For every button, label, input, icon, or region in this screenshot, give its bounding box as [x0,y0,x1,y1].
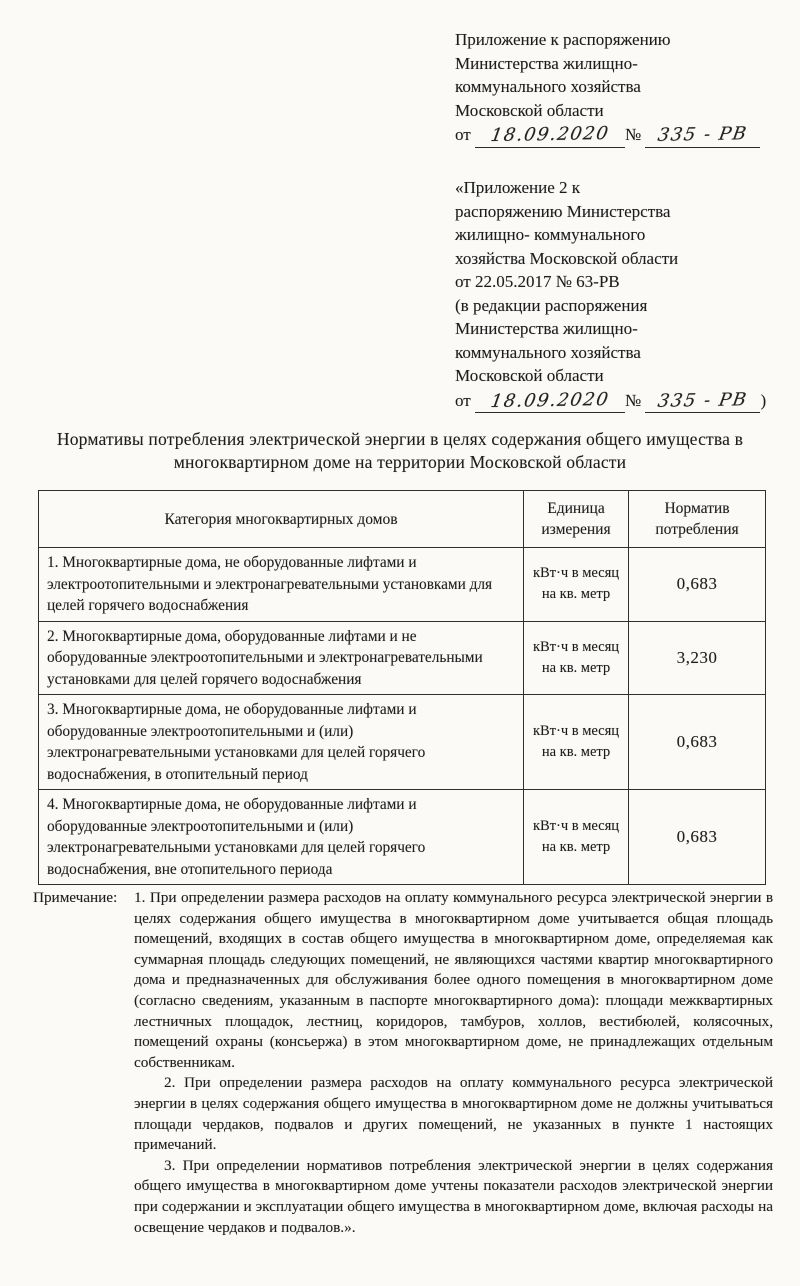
annex-reference-block-1 [455,28,790,148]
note-item-3: 3. При определении нормативов потребления электрической энергии в целях содержания общего имущества в многоквартирном доме учтены показатели расходов электрической энергии при содержании и эксплуатации общего имущества в многоквартирном доме, включая расходы на освещение чердаков и подвалов.». [134,1156,773,1236]
table-row [39,695,766,790]
annex2-line: Министерства жилищно- [455,319,638,338]
annex-reference-block-2 [455,176,790,413]
closing-paren: ) [760,390,767,410]
handwritten-number: 335 - РВ [656,123,750,146]
annex2-line: «Приложение 2 к [455,178,581,197]
notes-label: Примечание: [33,889,118,906]
row-value: 3,230 [629,621,766,695]
norms-table [38,490,766,885]
header-category: Категория многоквартирных домов [39,491,524,548]
row-category: 4. Многоквартирные дома, не оборудованные лифтами и оборудованные электроотопительными и (или) электронагревательными установками для целей горячего водоснабжения, вне отопительного периода [39,790,524,885]
notes-body [134,888,773,1238]
note-item-2: 2. При определении размера расходов на оплату коммунального ресурса электрической энергии в целях содержания общего имущества в многоквартирном доме не должны учитываться площади чердаков, подвалов и других помещений, не указанных в пункте 1 настоящих примечаний. [134,1074,773,1154]
table-row [39,548,766,622]
from-label: от [455,125,471,144]
handwritten-date-slot [475,123,625,148]
from-label: от [455,390,471,410]
notes-section [33,888,773,1238]
number-sign: № [624,390,642,410]
table-header-row [39,491,766,548]
header-unit: Единица измерения [524,491,629,548]
handwritten-number: 335 - РВ [656,388,750,412]
row-value: 0,683 [629,548,766,622]
row-value: 0,683 [629,695,766,790]
handwritten-number-slot [645,123,760,148]
annex2-line: хозяйства Московской области [455,248,679,268]
annex2-line: жилищно- коммунального [455,225,646,244]
note-item-1: 1. При определении размера расходов на оплату коммунального ресурса электрической энергии в целях содержания общего имущества в многоквартирном доме учитывается общая площадь помещений, входящих в состав общего имущества в многоквартирном доме, определяемая как суммарная площадь следующих помещений, не являющихся частями квартир многоквартирного дома и предназначенных для обслуживания более одного помещения в многоквартирном доме (согласно сведениям, указанным в паспорте многоквартирного дома): площади межквартирных лестничных площадок, лестниц, коридоров, тамбуров, холлов, вестибюлей, колясочных, помещений охраны (консьержа) в этом многоквартирном доме, не принадлежащих отдельным собственникам. [134,889,773,1071]
table-row [39,790,766,885]
number-sign: № [624,125,642,144]
annex2-date-number-line [455,389,790,414]
table-row [39,621,766,695]
row-category: 3. Многоквартирные дома, не оборудованные лифтами и оборудованные электроотопительными и (или) электронагревательными установками для целей горячего водоснабжения, в отопительный период [39,695,524,790]
annex1-date-number-line [455,123,790,148]
handwritten-number-slot [645,389,760,414]
annex2-line: коммунального хозяйства [455,342,641,362]
annex2-line: распоряжению Министерства [455,201,671,221]
annex2-line: от 22.05.2017 № 63-РВ [455,272,620,291]
annex2-line: Московской области [455,366,604,385]
annex1-line: Приложение к распоряжению [455,30,671,49]
document-title: Нормативы потребления электрической энергии в целях содержания общего имущества в многоквартирном доме на территории Московской области [56,429,744,472]
row-unit: кВт·ч в месяц на кв. метр [524,621,629,695]
row-category: 2. Многоквартирные дома, оборудованные лифтами и не оборудованные электроотопительными и электронагревательными установками для целей горячего водоснабжения [39,621,524,695]
annex1-line: Московской области [455,100,604,120]
row-value: 0,683 [629,790,766,885]
handwritten-date-slot [475,389,625,414]
row-unit: кВт·ч в месяц на кв. метр [524,790,629,885]
annex1-line: коммунального хозяйства [455,77,641,96]
row-unit: кВт·ч в месяц на кв. метр [524,548,629,622]
row-unit: кВт·ч в месяц на кв. метр [524,695,629,790]
annex2-line: (в редакции распоряжения [455,295,648,315]
row-category: 1. Многоквартирные дома, не оборудованные лифтами и электроотопительными и электронагревательными установками для целей горячего водоснабжения [39,548,524,622]
header-norm: Норматив потребления [629,491,766,548]
handwritten-date: 18.09.2020 [489,388,611,412]
annex1-line: Министерства жилищно- [455,53,638,73]
handwritten-date: 18.09.2020 [489,122,611,147]
